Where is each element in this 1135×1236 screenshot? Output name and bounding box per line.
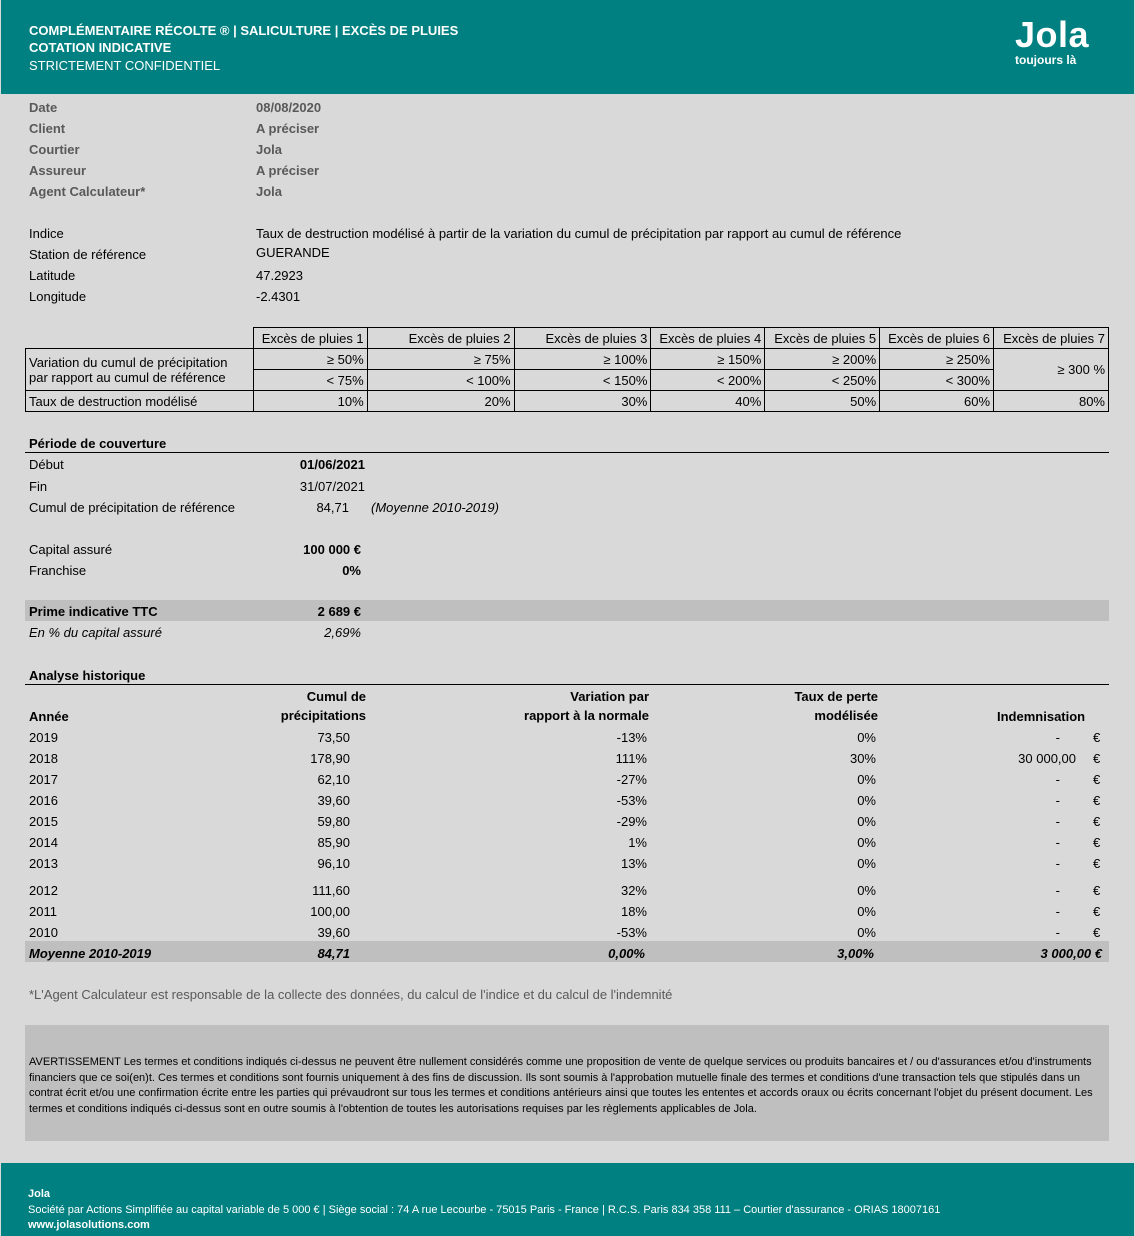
franchise-value: 0%: [342, 563, 361, 578]
history-loss-cell: 0%: [857, 793, 876, 808]
meta-label-agent: Agent Calculateur*: [29, 184, 146, 199]
col-cumul-line2: précipitations: [280, 708, 366, 723]
lower-bound-1: ≥ 50%: [253, 349, 367, 370]
longitude-value: -2.4301: [256, 289, 301, 304]
level-header-1: Excès de pluies 1: [253, 328, 367, 349]
agent-footnote: *L'Agent Calculateur est responsable de la collecte des données, du calcul de l'indice et du calcul de l'indemnité: [29, 987, 673, 1002]
upper-bound-4: < 200%: [651, 370, 765, 391]
variation-label-line1: Variation du cumul de précipitation: [29, 354, 228, 370]
history-year-cell: 2016: [29, 793, 58, 808]
history-year-cell: 2018: [29, 751, 58, 766]
rate-3: 30%: [514, 391, 651, 412]
history-variation-cell: 111%: [615, 751, 647, 766]
history-variation-cell: 1%: [628, 835, 647, 850]
logo-tagline: toujours là: [1015, 53, 1077, 67]
start-value: 01/06/2021: [299, 457, 365, 472]
history-loss-cell: 0%: [857, 772, 876, 787]
upper-bound-3: < 150%: [514, 370, 651, 391]
history-currency-cell: €: [1093, 925, 1101, 940]
history-indemnity-cell: -: [1055, 904, 1060, 919]
upper-bound-6: < 300%: [880, 370, 994, 391]
start-label: Début: [29, 457, 64, 472]
end-label: Fin: [29, 479, 48, 494]
premium-pct-label: En % du capital assuré: [29, 625, 162, 640]
col-loss-line2: modélisée: [814, 708, 878, 723]
history-cumul-cell: 96,10: [317, 856, 350, 871]
avg-label: Moyenne 2010-2019: [29, 946, 152, 961]
confidentiality-label: STRICTEMENT CONFIDENTIEL: [29, 58, 221, 73]
footer-banner: [1, 1163, 1134, 1236]
rate-2: 20%: [367, 391, 514, 412]
premium-value: 2 689 €: [317, 604, 361, 619]
level-header-2: Excès de pluies 2: [367, 328, 514, 349]
rate-1: 10%: [253, 391, 367, 412]
history-year-cell: 2019: [29, 730, 58, 745]
latitude-label: Latitude: [29, 268, 76, 283]
lower-bound-3: ≥ 100%: [514, 349, 651, 370]
disclaimer-box: [25, 1025, 1109, 1141]
variation-label: [26, 349, 254, 391]
rate-4: 40%: [651, 391, 765, 412]
disclaimer-text: AVERTISSEMENT Les termes et conditions indiqués ci-dessus ne peuvent être nullement considérés comme une proposition de vente de quelque services ou produits bancaires et / ou d'assurances et/ou d'instruments financiers que ce soi(en)t. Ces termes et conditions sont fournis uniquement à des fins de discussion. Ils sont soumis à l'approbation mutuelle finale des termes et conditions d'une transaction tels que stipulés dans un contrat écrit et/ou une confirmation écrite entre les parties qui prévaudront sur tous les termes et conditions antérieurs ainsi que toutes les ententes et accords oraux ou écrits concernant l'objet du présent document. Les termes et conditions indiqués ci-dessus sont en outre soumis à l'obtention de toutes les autorisations requises par les règlements applicables de Jola.: [29, 1056, 1093, 1115]
history-cumul-cell: 62,10: [317, 772, 350, 787]
history-year-cell: 2013: [29, 856, 58, 871]
header-banner: [1, 0, 1134, 94]
history-currency-cell: €: [1093, 793, 1101, 808]
level-header-4: Excès de pluies 4: [651, 328, 765, 349]
history-year-cell: 2014: [29, 835, 58, 850]
coverage-divider: [25, 452, 1109, 453]
lower-bound-4: ≥ 150%: [651, 349, 765, 370]
history-currency-cell: €: [1093, 730, 1101, 745]
history-indemnity-cell: -: [1055, 814, 1060, 829]
reference-note: (Moyenne 2010-2019): [371, 500, 499, 515]
history-cumul-cell: 73,50: [317, 730, 350, 745]
history-variation-cell: 32%: [620, 883, 647, 898]
col-loss-line1: Taux de perte: [794, 689, 878, 704]
meta-label-insurer: Assureur: [29, 163, 87, 178]
history-cumul-cell: 39,60: [317, 793, 350, 808]
rate-6: 60%: [880, 391, 994, 412]
history-currency-cell: €: [1093, 814, 1101, 829]
history-loss-cell: 0%: [857, 730, 876, 745]
index-label: Indice: [29, 226, 64, 241]
end-value: 31/07/2021: [299, 479, 365, 494]
history-loss-cell: 0%: [857, 925, 876, 940]
history-indemnity-cell: -: [1055, 835, 1060, 850]
footer-website[interactable]: www.jolasolutions.com: [28, 1219, 150, 1231]
rate-5: 50%: [765, 391, 880, 412]
history-loss-cell: 0%: [857, 883, 876, 898]
meta-value-insurer: A préciser: [256, 163, 320, 178]
history-indemnity-cell: -: [1055, 856, 1060, 871]
history-cumul-cell: 59,80: [317, 814, 350, 829]
capital-value: 100 000 €: [303, 542, 361, 557]
history-loss-cell: 30%: [849, 751, 876, 766]
meta-value-client: A préciser: [256, 121, 320, 136]
history-variation-cell: 18%: [620, 904, 647, 919]
reference-value: 84,71: [316, 500, 349, 515]
franchise-label: Franchise: [29, 563, 87, 578]
upper-bound-5: < 250%: [765, 370, 880, 391]
variation-label-line2: par rapport au cumul de référence: [29, 369, 226, 385]
station-label: Station de référence: [29, 247, 147, 262]
document-subtitle: COTATION INDICATIVE: [29, 40, 172, 55]
longitude-label: Longitude: [29, 289, 87, 304]
history-divider: [25, 684, 1109, 685]
history-year-cell: 2015: [29, 814, 58, 829]
premium-band: [25, 600, 1109, 621]
col-variation-line1: Variation par: [570, 689, 649, 704]
history-year-cell: 2010: [29, 925, 58, 940]
history-loss-cell: 0%: [857, 835, 876, 850]
history-title: Analyse historique: [29, 668, 146, 683]
reference-label: Cumul de précipitation de référence: [29, 500, 235, 515]
history-variation-cell: -13%: [616, 730, 647, 745]
avg-cumul: 84,71: [317, 946, 350, 961]
history-indemnity-cell: -: [1055, 730, 1060, 745]
rate-7: 80%: [994, 391, 1109, 412]
history-cumul-cell: 100,00: [310, 904, 350, 919]
history-year-cell: 2011: [29, 904, 57, 919]
logo-name: Jola: [1015, 14, 1090, 55]
meta-value-date: 08/08/2020: [256, 100, 322, 115]
level-header-3: Excès de pluies 3: [514, 328, 651, 349]
history-indemnity-cell: -: [1055, 772, 1060, 787]
history-variation-cell: -29%: [616, 814, 647, 829]
station-value: GUERANDE: [256, 245, 330, 260]
upper-bound-1: < 75%: [253, 370, 367, 391]
lower-bound-2: ≥ 75%: [367, 349, 514, 370]
latitude-value: 47.2923: [256, 268, 303, 283]
history-cumul-cell: 85,90: [317, 835, 350, 850]
index-value: Taux de destruction modélisé à partir de la variation du cumul de précipitation par rapport au cumul de référence: [256, 226, 902, 241]
meta-value-broker: Jola: [256, 142, 283, 157]
lower-bound-6: ≥ 250%: [880, 349, 994, 370]
history-cumul-cell: 39,60: [317, 925, 350, 940]
history-variation-cell: -53%: [616, 793, 647, 808]
level-header-7: Excès de pluies 7: [994, 328, 1109, 349]
history-currency-cell: €: [1093, 904, 1101, 919]
history-currency-cell: €: [1093, 835, 1101, 850]
history-year-cell: 2012: [29, 883, 58, 898]
coverage-title: Période de couverture: [29, 436, 167, 451]
footer-company: Jola: [28, 1188, 51, 1200]
footer-legal: Société par Actions Simplifiée au capital variable de 5 000 € | Siège social : 74 A rue Lecourbe - 75015 Paris - France | R.C.S. Paris 834 358 111 – Courtier d'assurance - ORIAS 18007161: [28, 1204, 941, 1216]
rate-label: Taux de destruction modélisé: [26, 391, 254, 412]
history-indemnity-cell: -: [1055, 793, 1060, 808]
history-variation-cell: -27%: [616, 772, 647, 787]
level-header-6: Excès de pluies 6: [880, 328, 994, 349]
history-variation-cell: -53%: [616, 925, 647, 940]
history-cumul-cell: 178,90: [310, 751, 350, 766]
avg-loss: 3,00%: [837, 946, 874, 961]
col-year: Année: [29, 709, 69, 724]
premium-pct-value: 2,69%: [324, 625, 361, 640]
level-header-5: Excès de pluies 5: [765, 328, 880, 349]
history-loss-cell: 0%: [857, 814, 876, 829]
history-variation-cell: 13%: [620, 856, 647, 871]
col-variation-line2: rapport à la normale: [524, 708, 649, 723]
document-title: COMPLÉMENTAIRE RÉCOLTE ® | SALICULTURE | EXCÈS DE PLUIES: [29, 23, 459, 38]
history-indemnity-cell: 30 000,00: [1018, 751, 1076, 766]
col-cumul-line1: Cumul de: [306, 689, 366, 704]
history-year-cell: 2017: [29, 772, 58, 787]
meta-label-client: Client: [29, 121, 66, 136]
col-indemnity: Indemnisation: [997, 709, 1086, 724]
history-cumul-cell: 111,60: [312, 883, 350, 898]
lower-bound-7: ≥ 300 %: [994, 349, 1109, 391]
history-currency-cell: €: [1093, 772, 1101, 787]
lower-bound-5: ≥ 200%: [765, 349, 880, 370]
history-loss-cell: 0%: [857, 856, 876, 871]
meta-label-broker: Courtier: [29, 142, 80, 157]
avg-variation: 0,00%: [608, 946, 645, 961]
premium-label: Prime indicative TTC: [29, 604, 158, 619]
history-indemnity-cell: -: [1055, 925, 1060, 940]
upper-bound-2: < 100%: [367, 370, 514, 391]
meta-label-date: Date: [29, 100, 58, 115]
history-currency-cell: €: [1093, 856, 1101, 871]
capital-label: Capital assuré: [29, 542, 113, 557]
levels-table: [25, 327, 1109, 412]
jola-logo: [1015, 15, 1089, 66]
meta-value-agent: Jola: [256, 184, 283, 199]
history-loss-cell: 0%: [857, 904, 876, 919]
avg-indemnity: 3 000,00 €: [1040, 946, 1102, 961]
history-indemnity-cell: -: [1055, 883, 1060, 898]
history-currency-cell: €: [1093, 883, 1101, 898]
history-currency-cell: €: [1093, 751, 1101, 766]
